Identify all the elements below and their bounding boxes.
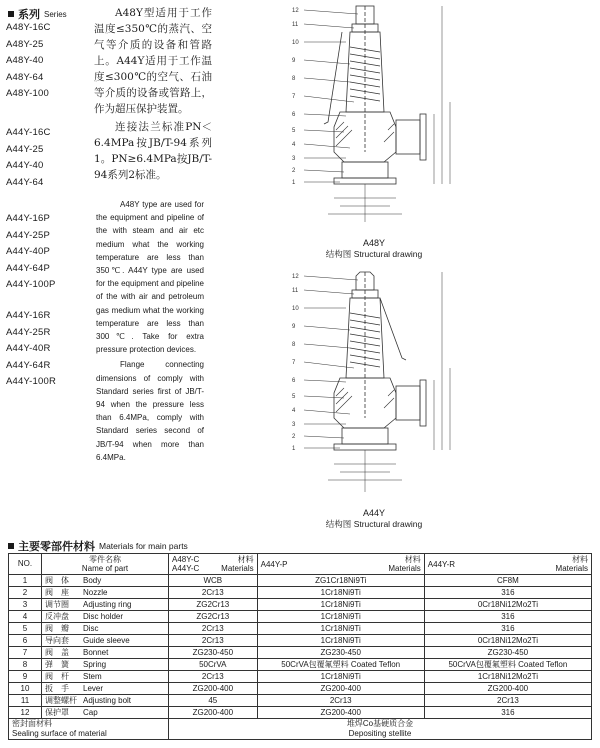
model-item: A48Y-100 [6,88,49,99]
callout-numbers [292,8,299,186]
part-name-zh: 反冲盘 [45,611,69,621]
callout-numbers [292,274,299,452]
cell-name [42,575,169,587]
cell-material-c: 0Cr18Ni12Mo2Ti [424,635,591,647]
part-name-zh: 阀 杆 [45,671,69,681]
cell-material-c: 0Cr18Ni12Mo2Ti [424,599,591,611]
callout-label: 1 [292,180,296,186]
cell-material-a: ZG2Cr13 [169,599,258,611]
description-en-para1: A48Y type are used for the equipment and pipeline of the with steam and air etc medium what the working temperature are less than 350℃. A44Y type are used for the equipment and pipeline of the with air and petroleum gas medium what the working temperature are less than 300℃. Take for extra pressure protection devices. [96,200,204,355]
cell-no: 6 [9,635,42,647]
description-en [96,198,204,464]
model-item: A44Y-25R [6,326,51,338]
model-item: A44Y-16R [6,310,51,321]
materials-table-body [9,575,592,719]
cell-material-c: 316 [424,623,591,635]
part-name-zh: 阀 瓣 [45,623,69,633]
part-name-zh: 弹 簧 [45,659,69,669]
parts-heading: 主要零部件材料 Materials for main parts [8,538,188,554]
cell-material-b: 50CrVA包覆氟塑料 Coated Teflon [257,659,424,671]
cell-no: 11 [9,695,42,707]
callout-label: 6 [292,112,296,118]
a48y-caption [314,238,434,260]
dimension-lines [328,6,450,222]
model-item: A44Y-16C [6,127,51,138]
part-name-en: Bonnet [83,647,109,657]
cell-material-c: ZG230-450 [424,647,591,659]
callout-label: 8 [292,342,296,348]
cell-material-c: CF8M [424,575,591,587]
cell-material-a: 2Cr13 [169,623,258,635]
callout-label: 3 [292,156,296,162]
model-item: A48Y-64 [6,71,44,83]
callout-label: 10 [292,306,299,312]
cell-name [42,683,169,695]
cell-name [42,611,169,623]
cell-material-b: ZG200-400 [257,683,424,695]
cell-name [42,695,169,707]
cell-name [42,599,169,611]
table-row [9,635,592,647]
table-row [9,623,592,635]
cell-material-c: 316 [424,587,591,599]
callout-label: 1 [292,446,296,452]
header-col-b: A44Y-P 材料 Materials [257,554,424,575]
cell-name [42,659,169,671]
model-list-a44y-r [6,308,56,391]
header-no: NO. [9,554,42,575]
table-row [9,695,592,707]
cell-no: 2 [9,587,42,599]
seal-row [9,719,592,740]
cell-no: 3 [9,599,42,611]
cell-material-c: 316 [424,707,591,719]
cell-material-a: 2Cr13 [169,587,258,599]
cell-material-c: 316 [424,611,591,623]
cell-material-c: 2Cr13 [424,695,591,707]
cell-name [42,587,169,599]
callout-label: 11 [292,288,299,294]
cell-material-a: 45 [169,695,258,707]
header-col-a: A48Y-C A44Y-C 材料 Materials [169,554,258,575]
description-zh-para2: 连接法兰标准PN＜6.4MPa按JB/T-94系列1。PN≥6.4MPa按JB/T-94系列2标准。 [94,121,212,181]
part-name-zh: 阀 座 [45,587,69,597]
model-item: A48Y-25 [6,38,44,50]
part-name-zh: 保护罩 [45,707,69,717]
caption-zh: 结构图 [325,519,352,529]
part-name-en: Disc holder [83,611,124,621]
cell-material-b: 1Cr18Ni9Ti [257,671,424,683]
part-name-zh: 调节圈 [45,599,69,609]
cell-material-b: 1Cr18Ni9Ti [257,635,424,647]
model-item: A44Y-100P [6,279,56,290]
series-heading: 系列 Series [8,6,67,22]
model-list-a48y [6,20,51,103]
table-row [9,659,592,671]
cell-no: 12 [9,707,42,719]
callout-label: 9 [292,324,296,330]
callout-label: 4 [292,142,296,148]
part-name-en: Disc [83,623,99,633]
seal-name: 密封面材料 Sealing surface of material [9,719,169,740]
table-row [9,707,592,719]
model-item: A48Y-40 [6,55,44,66]
seal-value: 堆焊Co基硬质合金 Depositing stellite [169,719,592,740]
part-name-en: Cap [83,707,98,717]
model-list-a44y [6,125,51,191]
cell-name [42,647,169,659]
cell-name [42,671,169,683]
model-item: A44Y-100R [6,376,57,387]
a44y-structural-drawing [284,268,464,508]
part-name-en: Body [83,575,102,585]
part-name-en: Stem [83,671,102,681]
part-name-zh: 调整螺杆 [45,695,77,705]
callout-label: 2 [292,168,296,174]
part-name-en: Lever [83,683,104,693]
cell-material-a: ZG2Cr13 [169,611,258,623]
cell-material-b: 1Cr18Ni9Ti [257,599,424,611]
valve-body-outline [324,6,426,184]
callout-label: 9 [292,58,296,64]
model-item: A44Y-64 [6,176,44,188]
square-bullet-icon [8,543,14,549]
model-item: A44Y-40R [6,343,51,354]
part-name-en: Spring [83,659,107,669]
part-name-zh: 导向套 [45,635,69,645]
model-list-a44y-p [6,211,56,294]
dimension-lines [328,272,450,492]
cell-material-b: 1Cr18Ni9Ti [257,623,424,635]
valve-body-outline [334,272,426,450]
cell-no: 10 [9,683,42,695]
callout-label: 5 [292,128,296,134]
cell-no: 7 [9,647,42,659]
table-row [9,683,592,695]
cell-no: 8 [9,659,42,671]
a48y-structural-drawing [284,2,464,242]
callout-label: 3 [292,422,296,428]
part-name-en: Nozzle [83,587,108,597]
callout-label: 10 [292,40,299,46]
callout-label: 7 [292,94,296,100]
cell-material-a: 2Cr13 [169,671,258,683]
cell-material-a: ZG230-450 [169,647,258,659]
cell-no: 1 [9,575,42,587]
description-zh-para1: A48Y型适用于工作温度≤350℃的蒸汽、空气等介质的设备和管路上。A44Y适用于工作温度≤300℃的空气、石油等介质的设备或管路上，作为超压保护装置。 [94,7,212,115]
table-row [9,647,592,659]
a44y-caption [314,508,434,530]
a44y-model-label: A44Y [362,508,386,518]
cell-material-c: 1Cr18Ni12Mo2Ti [424,671,591,683]
callout-label: 7 [292,360,296,366]
cell-material-c: ZG200-400 [424,683,591,695]
table-row [9,671,592,683]
a48y-model-label: A48Y [362,238,386,248]
table-row [9,599,592,611]
callout-label: 8 [292,76,296,82]
callout-label: 6 [292,378,296,384]
cell-no: 9 [9,671,42,683]
cell-material-b: ZG200-400 [257,707,424,719]
callout-label: 11 [292,22,299,28]
model-item: A44Y-25P [6,229,51,241]
square-bullet-icon [8,11,14,17]
cell-name [42,623,169,635]
caption-zh: 结构图 [325,249,352,259]
model-item: A44Y-25 [6,143,44,155]
callout-label: 12 [292,274,299,280]
cell-name [42,707,169,719]
cell-no: 4 [9,611,42,623]
caption-en: Structural drawing [353,249,423,259]
model-item: A44Y-40P [6,246,51,257]
cell-material-a: 2Cr13 [169,635,258,647]
part-name-zh: 阀 盖 [45,647,69,657]
callout-label: 4 [292,408,296,414]
description-zh [94,5,212,183]
header-col-c: A44Y-R 材料 Materials [424,554,591,575]
table-row [9,575,592,587]
table-row [9,587,592,599]
cell-material-b: ZG1Cr18Ni9Ti [257,575,424,587]
part-name-zh: 阀 体 [45,575,69,585]
part-name-en: Guide sleeve [83,635,130,645]
cell-name [42,635,169,647]
part-name-zh: 扳 手 [45,683,69,693]
table-header-row [9,554,592,575]
cell-material-a: ZG200-400 [169,707,258,719]
model-item: A44Y-64R [6,359,51,371]
cell-material-b: ZG230-450 [257,647,424,659]
cell-material-b: 2Cr13 [257,695,424,707]
part-name-en: Adjusting ring [83,599,132,609]
caption-en: Structural drawing [353,519,423,529]
cell-no: 5 [9,623,42,635]
cell-material-c: 50CrVA包覆氟塑料 Coated Teflon [424,659,591,671]
callout-label: 2 [292,434,296,440]
description-en-para2: Flange connecting dimensions of comply with Standard series first of JB/T-94 when the pressure less than 6.4MPa, comply with Standard series second of JB/T-94 when more than 6.4MPa. [96,360,204,462]
materials-table [8,553,592,740]
cell-material-b: 1Cr18Ni9Ti [257,587,424,599]
model-item: A48Y-16C [6,22,51,33]
callout-label: 12 [292,8,299,14]
cell-material-a: 50CrVA [169,659,258,671]
model-item: A44Y-16P [6,213,51,224]
table-row [9,611,592,623]
cell-material-a: ZG200-400 [169,683,258,695]
cell-material-b: 1Cr18Ni9Ti [257,611,424,623]
part-name-en: Adjusting bolt [83,695,132,705]
header-name: 零件名称 Name of part [42,554,169,575]
model-item: A44Y-40 [6,160,44,171]
cell-material-a: WCB [169,575,258,587]
callout-label: 5 [292,394,296,400]
model-item: A44Y-64P [6,262,51,274]
